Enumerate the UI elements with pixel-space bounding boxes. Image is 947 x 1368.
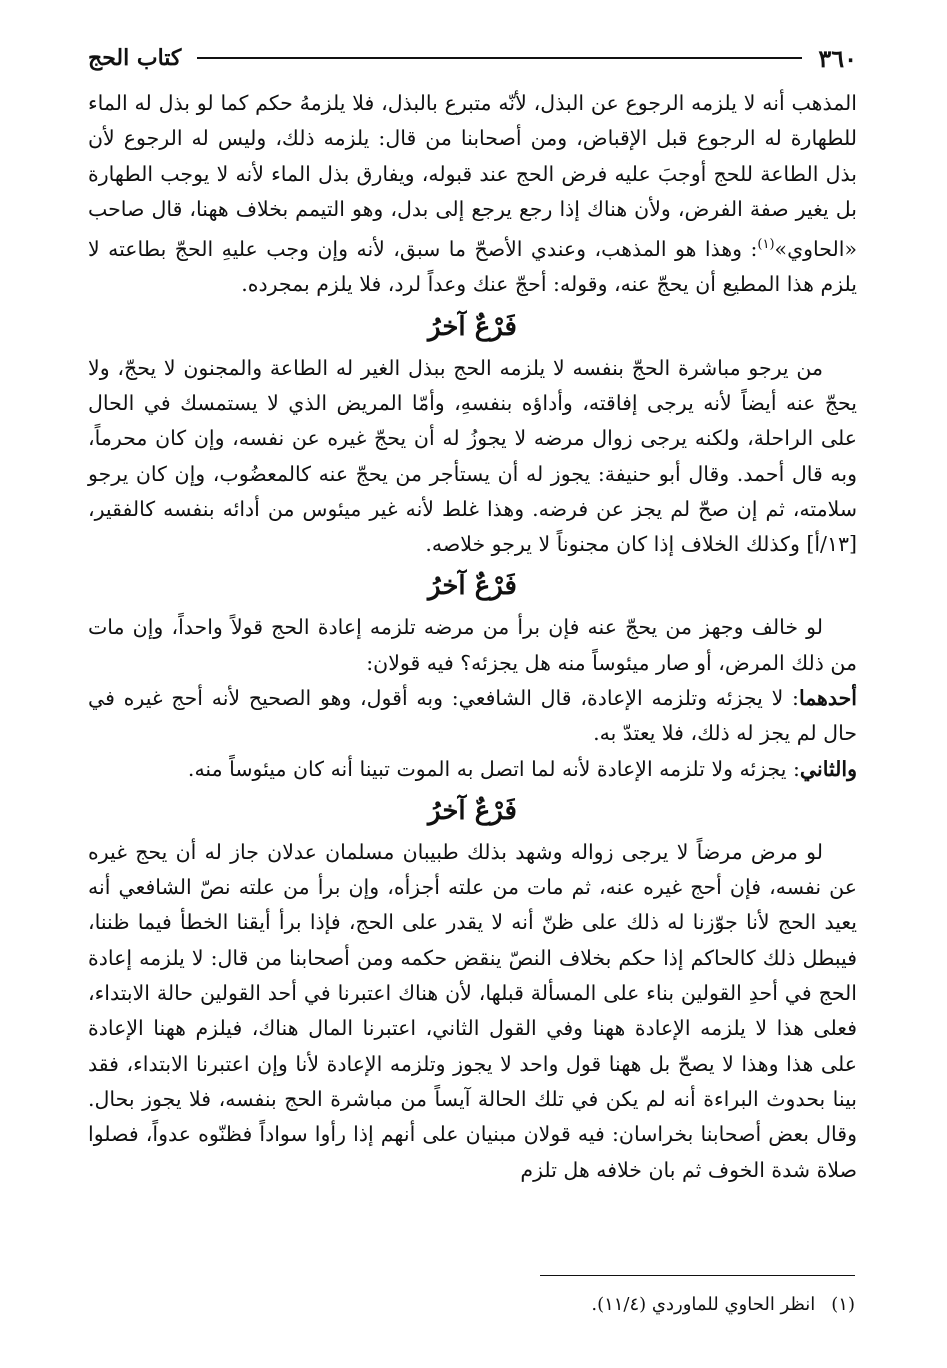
section-3-paragraph: لو مرض مرضاً لا يرجى زواله وشهد بذلك طبيبان مسلمان عدلان جاز له أن يحج غيره عن نفسه، فإن أحج غيره عنه، ثم مات من علته أجزأه، وإن برأ من علته نصّ الشافعي أنه يعيد الحج لأنا جوّزنا له ذلك على ظنّ أنه لا يقدر على الحج، فإذا برأ أيقنا الخطأ فيما ظننا، فيبطل ذلك كالحاكم إذا حكم بخلاف النصّ ينقض حكمه ومن أصحابنا من قال: لا يلزمه إعادة الحج في أحدِ القولين بناء على المسألة قبلها، لأن هناك اعتبرنا في أحد القولين حالة الابتداء، فعلى هذا لا يلزمه الإعادة ههنا وفي القول الثاني، اعتبرنا المال هناك، فيلزم ههنا الإعادة على هذا وهذا لا يصحّ بل ههنا قول واحد لا يجوز وتلزمه الإعادة لأنا وإن اعتبرنا الابتداء، فقد بينا بحدوث البراءة أنه لم يكن في تلك الحالة آيساً من مباشرة الحج بنفسه، فلا يجوز بحال. وقال بعض أصحابنا بخراسان: فيه قولان مبنيان على أنهم إذا رأوا سواداً فظنّوه عدواً، فصلوا صلاة شدة الخوف ثم بان خلافه هل تلزم: [88, 839, 857, 1182]
page-body: [88, 86, 857, 1188]
page-header: [88, 38, 857, 78]
opinion-2-text: : يجزئه ولا تلزمه الإعادة لأنه لما اتصل به الموت تبينا أنه كان ميئوساً منه.: [187, 756, 800, 781]
footnote-text: انظر الحاوي للماوردي (١١/٤).: [591, 1294, 816, 1315]
opinion-2-label: والثاني: [799, 756, 857, 781]
header-rule: [197, 57, 802, 59]
section-heading-1: فَرْعٌ آخرُ: [428, 311, 517, 342]
running-title: كتاب الحج: [88, 45, 182, 71]
intro-paragraph: [88, 86, 857, 303]
opinion-1-text: : لا يجزئه وتلزمه الإعادة، قال الشافعي: وبه أقول، وهو الصحيح لأنه أحج غيره في حال لم يجز له ذلك، فلا يعتدّ به.: [88, 685, 857, 746]
footnote: [88, 1290, 855, 1320]
intro-text-part-1: المذهب أنه لا يلزمه الرجوع عن البذل، لأنّه متبرع بالبذل، فلا يلزمهُ حكم كما لو بذل له الماء للطهارة له الرجوع قبل الإقباض، ومن أصحابنا من قال: يلزمه ذلك، وليس له الرجوع لأن بذل الطاعة للحج أوجبَ عليه فرض الحج عند قبوله، ويفارق بذل الماء لأنه لا يوجب الطهارة بل يغير صفة الفرض، ولأن هناك إذا رجع يرجع إلى بدل، وهو التيمم بخلاف ههنا، قال صاحب «الحاوي»: [88, 91, 857, 262]
section-heading-3: فَرْعٌ آخرُ: [428, 795, 517, 826]
section-1-paragraph: من يرجو مباشرة الحجّ بنفسه لا يلزمه الحج ببذل الغير له الطاعة والمجنون لا يحجّ، ولا يحجّ عنه أيضاً لأنه يرجى إفاقته، وأداؤه بنفسهِ، وأمّا المريض الذي لا يستمسك في الحال على الراحلة، ولكنه يرجى زوال مرضه لا يجوزُ له أن يحجّ غيره عن نفسه، وإن كان محرماً، وبه قال أحمد. وقال أبو حنيفة: يجوز له أن يستأجر من يحجّ عنه كالمعضُوب، وإن كان يرجو سلامته، ثم إن صحّ لم يجز عن فرضه. وهذا غلط لأنه غير ميئوس من أدائه بنفسه كالفقير، [١٣/أ] وكذلك الخلاف إذا كان مجنوناً لا يرجو خلاصه.: [88, 355, 857, 557]
opinion-1: [88, 681, 857, 752]
intro-text-part-2: : وهذا هو المذهب، وعندي الأصحّ ما سبق، لأنه وإن وجب عليهِ الحجّ بطاعته لا يلزم هذا المطيع أن يحجّ عنه، وقوله: أحجّ عنك وعداً لرد، فلا يلزم بمجرده.: [88, 237, 857, 297]
footnote-divider: [540, 1275, 855, 1276]
section-2-paragraph: لو خالف وجهز من يحجّ عنه فإن برأ من مرضه تلزمه إعادة الحج قولاً واحداً، وإن مات من ذلك المرض، أو صار ميئوساً منه هل يجزئه؟ فيه قولان:: [88, 615, 857, 675]
page-number: ٣٦٠: [818, 43, 857, 73]
footnote-reference: (١): [757, 237, 775, 253]
section-heading-2: فَرْعٌ آخرُ: [428, 571, 517, 602]
opinion-2: [88, 752, 857, 787]
footnote-number: (١): [831, 1294, 855, 1315]
opinion-1-label: أحدهما: [798, 685, 857, 710]
